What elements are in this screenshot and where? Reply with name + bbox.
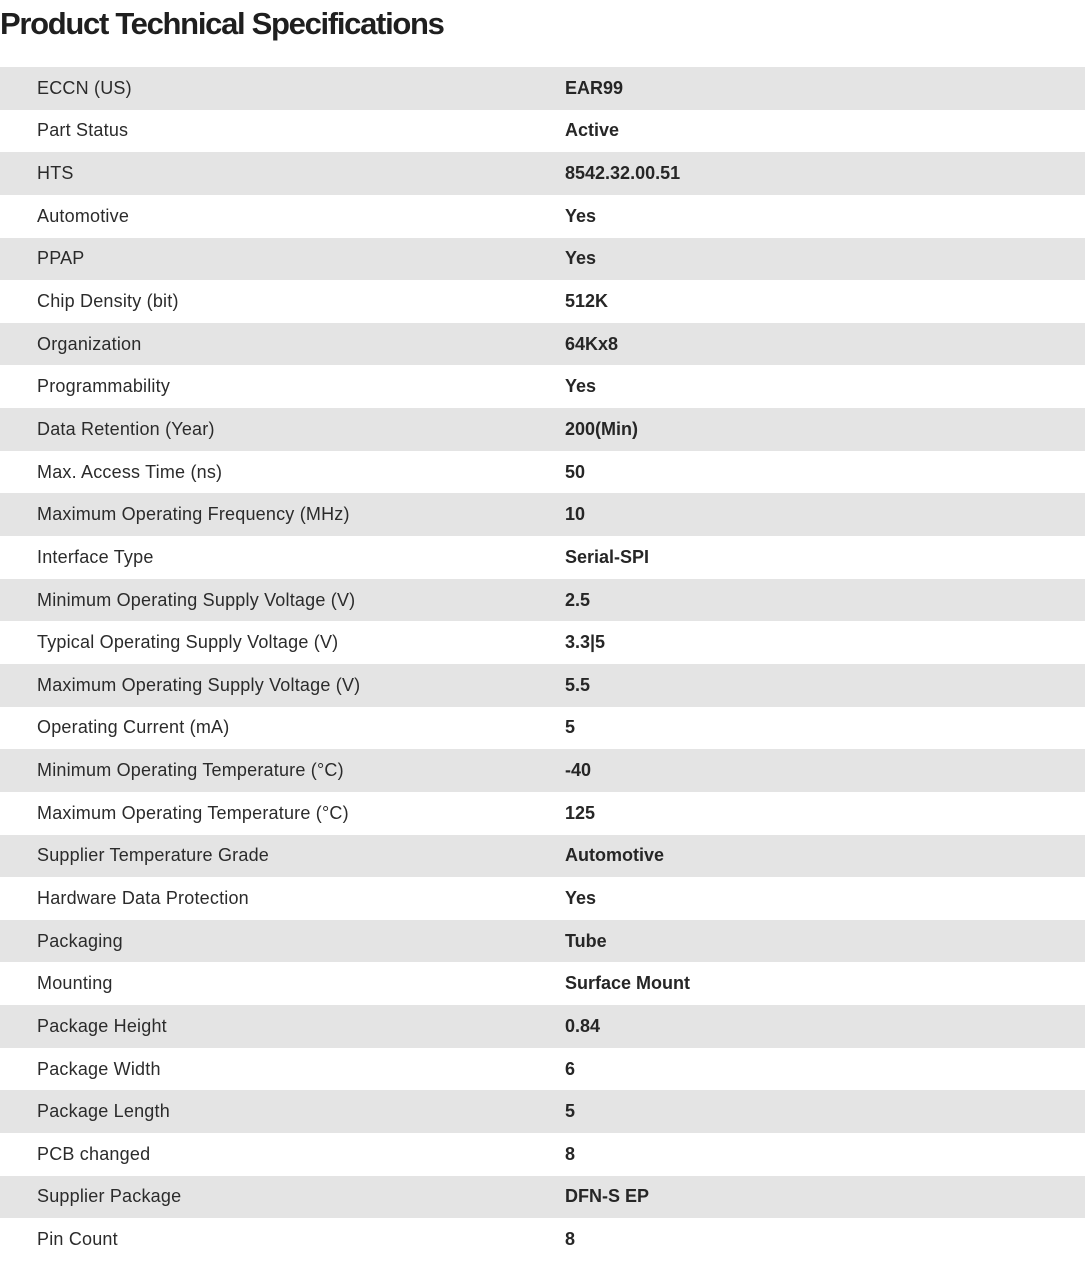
spec-row <box>0 1005 1085 1048</box>
spec-value: Yes <box>565 205 597 226</box>
spec-row <box>0 1133 1085 1176</box>
spec-label: Typical Operating Supply Voltage (V) <box>37 632 339 653</box>
spec-row <box>0 451 1085 494</box>
spec-label: Packaging <box>37 930 123 951</box>
spec-label: Chip Density (bit) <box>37 291 179 312</box>
spec-value: 8 <box>565 1143 576 1164</box>
spec-row <box>0 1218 1085 1261</box>
spec-label: Operating Current (mA) <box>37 717 230 738</box>
spec-label: Maximum Operating Supply Voltage (V) <box>37 674 361 695</box>
spec-value: Automotive <box>565 845 664 866</box>
spec-row <box>0 408 1085 451</box>
page-title: Product Technical Specifications <box>0 6 444 41</box>
spec-row <box>0 877 1085 920</box>
spec-row <box>0 664 1085 707</box>
spec-label: Automotive <box>37 205 130 226</box>
spec-row <box>0 195 1085 238</box>
spec-label: Maximum Operating Temperature (°C) <box>37 802 349 823</box>
spec-label: Supplier Package <box>37 1186 182 1207</box>
spec-value: Yes <box>565 376 597 397</box>
spec-value: Tube <box>565 930 607 951</box>
spec-value: 125 <box>565 802 596 823</box>
spec-label: Package Length <box>37 1101 170 1122</box>
spec-label: HTS <box>37 163 74 184</box>
spec-label: Part Status <box>37 120 129 141</box>
spec-label: Package Height <box>37 1015 167 1036</box>
spec-row <box>0 749 1085 792</box>
spec-row <box>0 67 1085 110</box>
spec-row <box>0 621 1085 664</box>
spec-value: 6 <box>565 1058 576 1079</box>
spec-value: 0.84 <box>565 1015 601 1036</box>
spec-label: Organization <box>37 333 142 354</box>
spec-row <box>0 1176 1085 1219</box>
spec-value: Active <box>565 120 620 141</box>
spec-row <box>0 835 1085 878</box>
spec-value: 8 <box>565 1229 576 1250</box>
spec-label: PCB changed <box>37 1143 151 1164</box>
spec-value: 512K <box>565 291 609 312</box>
spec-value: Surface Mount <box>565 973 691 994</box>
spec-value: -40 <box>565 760 592 781</box>
spec-label: Data Retention (Year) <box>37 418 215 439</box>
spec-value: 64Kx8 <box>565 333 619 354</box>
spec-row <box>0 962 1085 1005</box>
spec-label: PPAP <box>37 248 85 269</box>
spec-value: EAR99 <box>565 77 624 98</box>
spec-label: Package Width <box>37 1058 161 1079</box>
spec-value: 8542.32.00.51 <box>565 163 681 184</box>
spec-value: 2.5 <box>565 589 591 610</box>
spec-value: Yes <box>565 248 597 269</box>
spec-label: Programmability <box>37 376 171 397</box>
spec-label: ECCN (US) <box>37 77 132 98</box>
spec-value: Yes <box>565 887 597 908</box>
spec-label: Maximum Operating Frequency (MHz) <box>37 504 350 525</box>
spec-row <box>0 152 1085 195</box>
spec-row <box>0 323 1085 366</box>
spec-row <box>0 493 1085 536</box>
spec-label: Hardware Data Protection <box>37 887 249 908</box>
spec-row <box>0 1048 1085 1091</box>
spec-label: Mounting <box>37 973 113 994</box>
spec-row <box>0 1090 1085 1133</box>
spec-label: Supplier Temperature Grade <box>37 845 269 866</box>
spec-label: Interface Type <box>37 546 154 567</box>
spec-row <box>0 280 1085 323</box>
spec-value: 10 <box>565 504 586 525</box>
spec-row <box>0 920 1085 963</box>
spec-row <box>0 365 1085 408</box>
spec-label: Pin Count <box>37 1229 118 1250</box>
spec-row <box>0 238 1085 281</box>
spec-label: Minimum Operating Supply Voltage (V) <box>37 589 356 610</box>
spec-row <box>0 707 1085 750</box>
spec-value: 200(Min) <box>565 418 639 439</box>
spec-table <box>0 67 1085 1261</box>
spec-value: 3.3|5 <box>565 632 606 653</box>
spec-value: DFN-S EP <box>565 1186 650 1207</box>
spec-label: Minimum Operating Temperature (°C) <box>37 760 344 781</box>
spec-label: Max. Access Time (ns) <box>37 461 223 482</box>
spec-row <box>0 579 1085 622</box>
spec-value: 50 <box>565 461 586 482</box>
spec-row <box>0 536 1085 579</box>
spec-value: 5.5 <box>565 674 591 695</box>
spec-row <box>0 792 1085 835</box>
spec-value: 5 <box>565 717 576 738</box>
spec-value: Serial-SPI <box>565 546 650 567</box>
spec-row <box>0 110 1085 153</box>
spec-value: 5 <box>565 1101 576 1122</box>
